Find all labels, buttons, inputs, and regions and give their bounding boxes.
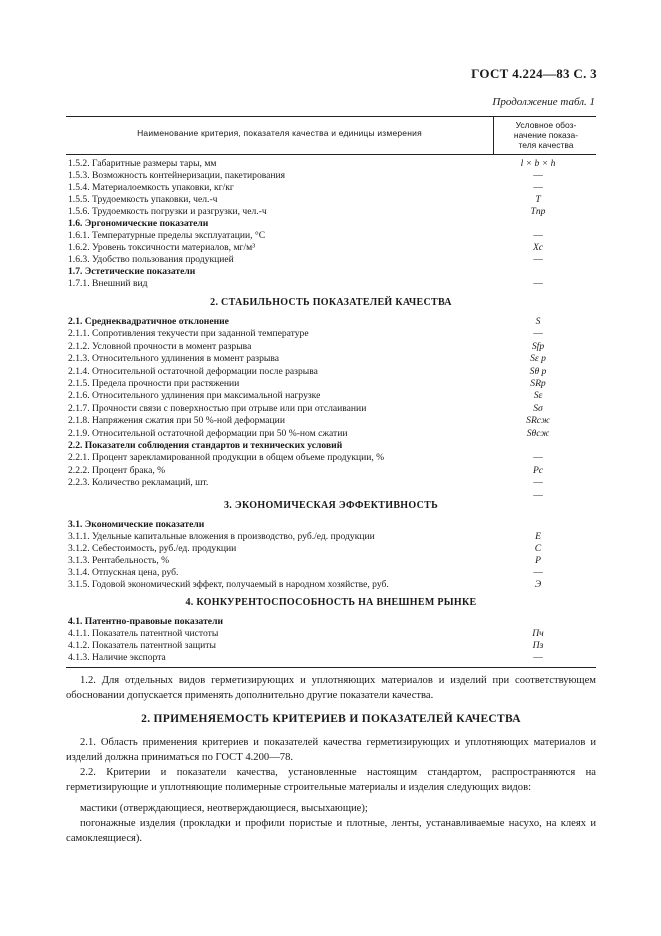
table-row bbox=[68, 242, 596, 254]
table-section-title: 3. ЭКОНОМИЧЕСКАЯ ЭФФЕКТИВНОСТЬ bbox=[224, 500, 438, 511]
row-symbol: — bbox=[533, 567, 543, 578]
row-criterion-text: 2.1.3. Относительного удлинения в момент разрыва bbox=[68, 353, 279, 365]
row-symbol: Sσ bbox=[533, 402, 543, 414]
row-criterion-text: 2.1.2. Условной прочности в момент разрыва bbox=[68, 340, 252, 352]
table-row bbox=[68, 170, 596, 182]
row-criterion-text: 2.1.1. Сопротивления текучести при заданной температуре bbox=[68, 328, 309, 340]
section-2-heading: 2. ПРИМЕНЯЕМОСТЬ КРИТЕРИЕВ И ПОКАЗАТЕЛЕЙ КАЧЕСТВА bbox=[141, 713, 521, 725]
paragraph-text: 2.1. Область применения критериев и показателей качества герметизирующих и уплотняющих материалов и изделий должна приниматься по ГОСТ 4.200—78. bbox=[66, 737, 596, 763]
column-header-symbol-line: Условное обоз- bbox=[515, 120, 577, 130]
table-top-rule bbox=[66, 116, 596, 117]
row-criterion-text: 2.1.5. Предела прочности при растяжении bbox=[68, 378, 240, 389]
row-symbol: Tпр bbox=[530, 206, 546, 217]
row-symbol: — bbox=[533, 452, 543, 464]
table-row bbox=[68, 640, 596, 652]
list-item-mastics bbox=[66, 801, 596, 816]
row-criterion-text: 3.1. Экономические показатели bbox=[68, 519, 205, 530]
document-code: ГОСТ 4.224—83 С. 3 bbox=[471, 66, 597, 81]
table-bottom-rule bbox=[66, 667, 596, 668]
row-symbol: Sε p bbox=[530, 353, 546, 365]
table-row bbox=[68, 652, 596, 664]
row-criterion-text: 1.6.3. Удобство пользования продукцией bbox=[68, 254, 234, 265]
row-criterion-text: 1.6.2. Уровень токсичности материалов, мг/м³ bbox=[68, 242, 256, 253]
row-criterion-text: 1.6.1. Температурные пределы эксплуатации, °С bbox=[68, 230, 266, 241]
row-criterion-text: 3.1.4. Отпускная цена, руб. bbox=[68, 567, 179, 578]
table-row bbox=[68, 452, 596, 464]
row-symbol: — bbox=[533, 230, 543, 241]
row-criterion-text: 4.1.2. Показатель патентной защиты bbox=[68, 640, 216, 651]
row-symbol: l × b × h bbox=[520, 158, 556, 169]
row-criterion-text: 4.1.3. Наличие экспорта bbox=[68, 652, 166, 663]
paragraph-1-2 bbox=[66, 673, 596, 703]
row-criterion-text: 2.2.1. Процент зарекламированной продукции в общем объеме продукции, % bbox=[68, 452, 385, 464]
paragraph-text: 1.2. Для отдельных видов герметизирующих и уплотняющих материалов и изделий при соответствующем обосновании допускается применять дополнительно другие показатели качества. bbox=[66, 675, 596, 701]
table-row bbox=[68, 230, 596, 242]
row-criterion-text: 2.1.4. Относительной остаточной деформации после разрыва bbox=[68, 365, 318, 377]
row-symbol: SRсж bbox=[526, 415, 550, 427]
row-symbol: — bbox=[533, 254, 543, 265]
table-row bbox=[68, 254, 596, 266]
row-symbol: — bbox=[533, 477, 543, 489]
row-symbol: Sθсж bbox=[526, 427, 550, 439]
table-row bbox=[68, 543, 596, 555]
row-symbol: — bbox=[533, 328, 543, 340]
row-criterion-text: 2.2. Показатели соблюдения стандартов и технических условий bbox=[68, 440, 343, 451]
table-row bbox=[68, 390, 596, 402]
row-symbol: Sfp bbox=[531, 340, 545, 352]
row-criterion-text: 3.1.5. Годовой экономический эффект, получаемый в народном хозяйстве, руб. bbox=[68, 579, 389, 590]
table-row bbox=[68, 555, 596, 567]
list-item-profiles bbox=[66, 816, 596, 846]
table-row bbox=[68, 531, 596, 543]
row-criterion-text: 3.1.1. Удельные капитальные вложения в производство, руб./ед. продукции bbox=[68, 531, 375, 542]
row-criterion-text: 3.1.3. Рентабельность, % bbox=[68, 555, 170, 566]
row-symbol: Pc bbox=[532, 464, 544, 476]
row-symbol: — bbox=[533, 170, 543, 181]
row-criterion-text: 1.7.1. Внешний вид bbox=[68, 278, 148, 289]
table-row bbox=[68, 519, 596, 531]
column-header-symbol-line: начение показа- bbox=[513, 130, 579, 140]
row-criterion-text: 1.5.3. Возможность контейнеризации, пакетирования bbox=[68, 170, 286, 181]
row-symbol: Э bbox=[534, 579, 542, 590]
table-row bbox=[68, 341, 596, 353]
row-criterion-text: 1.6. Эргономические показатели bbox=[68, 218, 209, 229]
row-criterion-text: 1.5.5. Трудоемкость упаковки, чел.-ч bbox=[68, 194, 218, 205]
list-text: погонажные изделия (прокладки и профили пористые и плотные, ленты, устанавливаемые насухо, на клеях и самоклеящиеся). bbox=[66, 818, 596, 844]
table-row bbox=[68, 182, 596, 194]
table-row bbox=[68, 378, 596, 390]
row-symbol: E bbox=[535, 531, 541, 542]
paragraph-2-2 bbox=[66, 765, 596, 795]
table-row bbox=[68, 194, 596, 206]
column-header-symbol bbox=[496, 120, 596, 150]
table-row bbox=[68, 266, 596, 278]
table-section-title: 2. СТАБИЛЬНОСТЬ ПОКАЗАТЕЛЕЙ КАЧЕСТВА bbox=[210, 297, 452, 308]
table-row bbox=[68, 415, 596, 427]
row-criterion-text: 3.1.2. Себестоимость, руб./ед. продукции bbox=[68, 543, 237, 554]
table-row bbox=[68, 328, 596, 340]
table-row bbox=[68, 278, 596, 290]
row-criterion-text: 2.1.6. Относительного удлинения при максимальной нагрузке bbox=[68, 390, 321, 402]
table-column-divider bbox=[493, 116, 494, 154]
table-row bbox=[68, 353, 596, 365]
row-symbol: Xс bbox=[532, 242, 544, 253]
row-symbol: — bbox=[533, 489, 543, 501]
paragraph-text: 2.2. Критерии и показатели качества, установленные настоящим стандартом, распространяются на герметизирующие и уплотняющие полимерные строительные материалы и изделия следующих видов: bbox=[66, 767, 596, 793]
row-symbol: Sθ p bbox=[529, 365, 547, 377]
row-criterion-text: 1.5.2. Габаритные размеры тары, мм bbox=[68, 158, 217, 169]
column-header-symbol-line: теля качества bbox=[518, 140, 574, 150]
table-row bbox=[68, 567, 596, 579]
table-row bbox=[68, 403, 596, 415]
row-symbol: P bbox=[535, 555, 541, 566]
table-row bbox=[68, 477, 596, 489]
row-criterion-text: 1.7. Эстетические показатели bbox=[68, 266, 196, 277]
row-criterion-text: 2.2.2. Процент брака, % bbox=[68, 464, 166, 476]
row-criterion-text: 4.1. Патентно-правовые показатели bbox=[68, 616, 223, 627]
table-continuation-label: Продолжение табл. 1 bbox=[492, 96, 595, 108]
row-criterion-text: 2.1. Среднеквадратичное отклонение bbox=[68, 316, 229, 327]
row-symbol: — bbox=[533, 182, 543, 193]
row-symbol: C bbox=[534, 543, 542, 554]
row-symbol: S bbox=[535, 316, 541, 327]
row-symbol: T bbox=[535, 194, 541, 205]
row-criterion-text: 2.1.7. Прочности связи с поверхностью при отрыве или при отслаивании bbox=[68, 402, 367, 414]
row-symbol: SRp bbox=[530, 378, 546, 389]
row-criterion-text: 2.2.3. Количество рекламаций, шт. bbox=[68, 477, 209, 489]
row-symbol: Пз bbox=[532, 640, 544, 651]
table-row bbox=[68, 616, 596, 628]
table-row bbox=[68, 206, 596, 218]
table-header-rule bbox=[66, 154, 596, 155]
table-row bbox=[68, 366, 596, 378]
table-row bbox=[68, 440, 596, 452]
column-header-name: Наименование критерия, показателя качества и единицы измерения bbox=[137, 128, 422, 138]
table-row bbox=[68, 428, 596, 440]
row-criterion-text: 1.5.6. Трудоемкость погрузки и разгрузки, чел.-ч bbox=[68, 206, 267, 217]
row-symbol: Пч bbox=[532, 628, 544, 639]
table-row bbox=[68, 628, 596, 640]
table-row bbox=[68, 579, 596, 591]
row-criterion-text: 2.1.8. Напряжения сжатия при 50 %-ной деформации bbox=[68, 415, 285, 427]
table-section-title: 4. КОНКУРЕНТОСПОСОБНОСТЬ НА ВНЕШНЕМ РЫНКЕ bbox=[185, 597, 477, 608]
table-row bbox=[68, 465, 596, 477]
row-criterion-text: 4.1.1. Показатель патентной чистоты bbox=[68, 628, 219, 639]
table-row bbox=[68, 158, 596, 170]
table-row bbox=[68, 218, 596, 230]
row-criterion-text: 2.1.9. Относительной остаточной деформации при 50 %-ном сжатии bbox=[68, 427, 348, 439]
paragraph-2-1 bbox=[66, 735, 596, 765]
list-text: мастики (отверждающиеся, неотверждающиеся, высыхающие); bbox=[80, 803, 368, 814]
row-symbol: — bbox=[533, 652, 543, 663]
table-row bbox=[68, 316, 596, 328]
row-symbol: Sε bbox=[533, 390, 543, 402]
row-symbol: — bbox=[533, 278, 543, 289]
row-criterion-text: 1.5.4. Материалоемкость упаковки, кг/кг bbox=[68, 182, 234, 193]
